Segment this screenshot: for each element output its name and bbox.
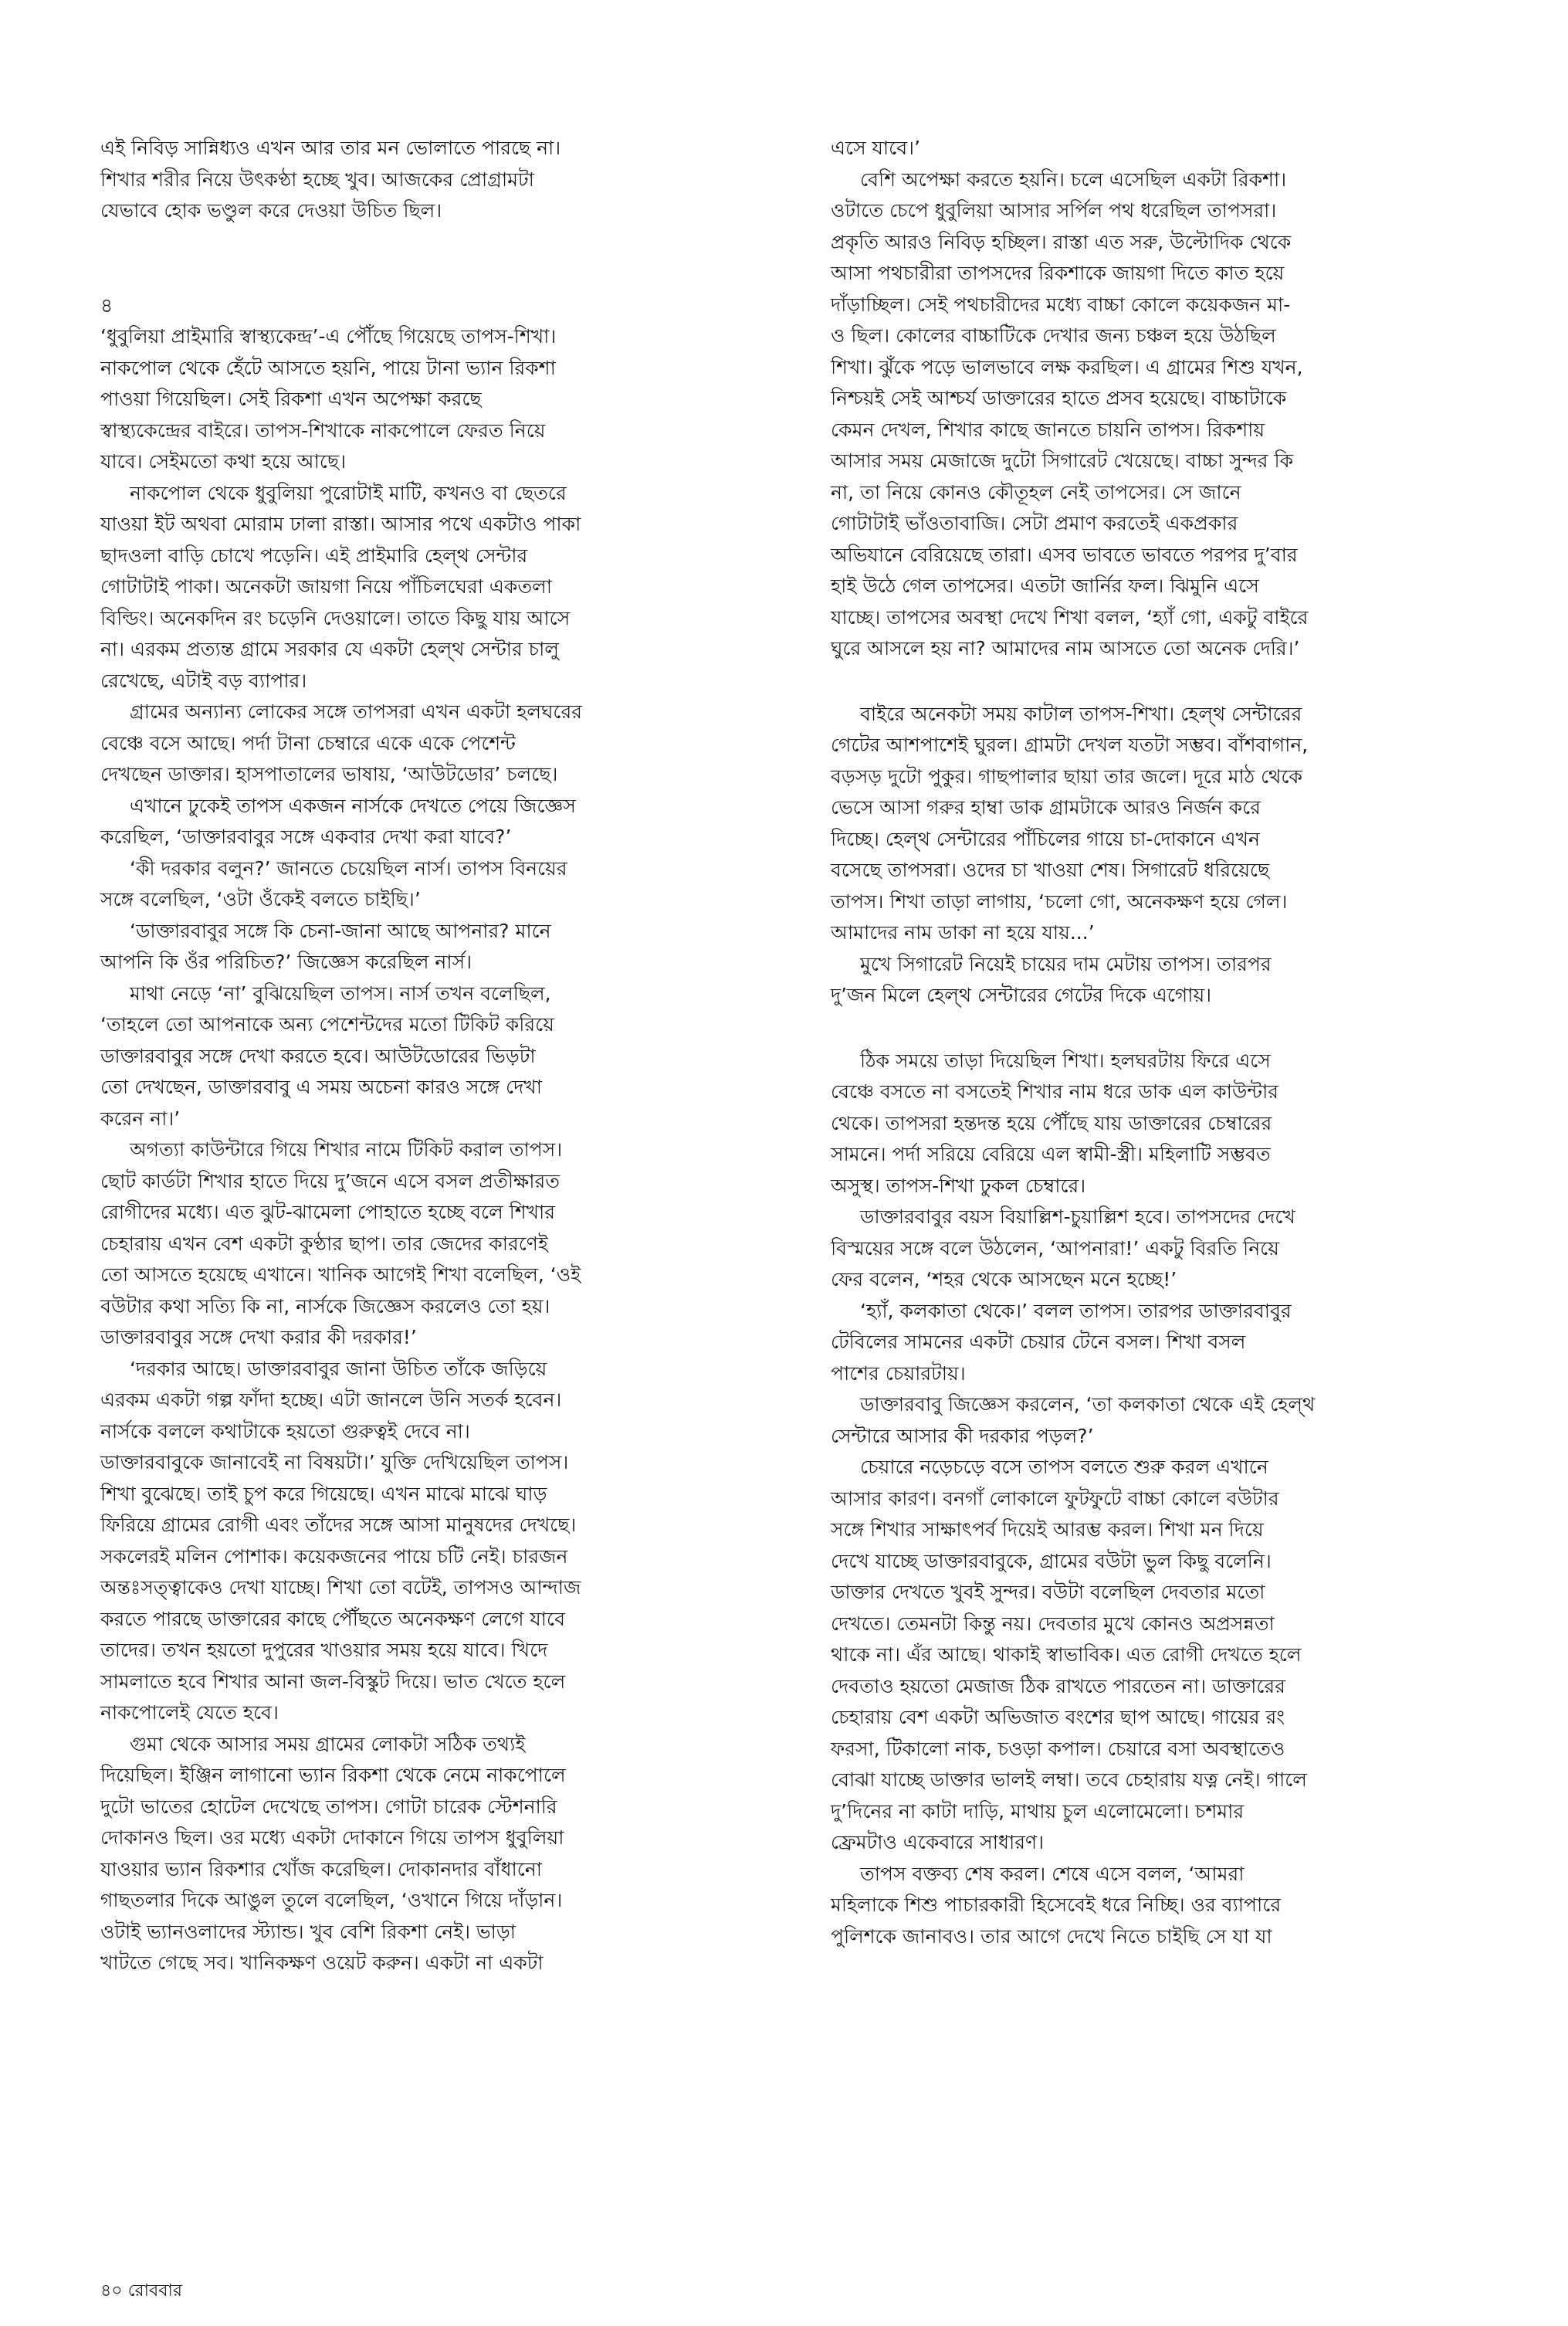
paragraph: ‘ধুবুলিয়া প্রাইমারি স্বাস্থ্যকেন্দ্র’-এ পৌঁছে গিয়েছে তাপস-শিখা। নাকপোল থেকে হেঁটে আসতে হয়নি, পায়ে টানা ভ্যান রিকশা পাওয়া গিয়েছিল। সেই রিকশা এখন অপেক্ষা করছে স্বাস্থ্যকেন্দ্রের বাইরে। তাপস-শিখাকে নাকপোলে ফেরত নিয়ে যাবে। সেইমতো কথা হয়ে আছে। — [100, 325, 557, 473]
section-number: ৪ — [100, 293, 113, 317]
paragraph: নাকপোল থেকে ধুবুলিয়া পুরোটাই মাটি, কখনও বা ছেতরে যাওয়া ইট অথবা মোরাম ঢালা রাস্তা। আসার পথে একটাও পাকা ছাদওলা বাড়ি চোখে পড়েনি। এই প্রাইমারি হেল্থ সেন্টার গোটাটাই পাকা। অনেকটা জায়গা নিয়ে পাঁচিলঘেরা একতলা বিল্ডিং। অনেকদিন রং চড়েনি দেওয়ালে। তাতে কিছু যায় আসে না। এরকম প্রত্যন্ত গ্রামে সরকার যে একটা হেল্থ সেন্টার চালু রেখেছে, এটাই বড় ব্যাপার। — [100, 481, 581, 692]
paragraph: গুমা থেকে আসার সময় গ্রামের লোকটা সঠিক তথ্যই দিয়েছিল। ইঞ্জিন লাগানো ভ্যান রিকশা থেকে নেমে নাকপোলে দুটো ভাতের হোটেল দেখেছে তাপস। গোটা চারেক স্টেশনারি দোকানও ছিল। ওর মধ্যে একটা দোকানে গিয়ে তাপস ধুবুলিয়া যাওয়ার ভ্যান রিকশার খোঁজ করেছিল। দোকানদার বাঁধানো গাছতলার দিকে আঙুল তুলে বলেছিল, ‘ওখানে গিয়ে দাঁড়ান। ওটাই ভ্যানওলাদের স্ট্যান্ড। খুব বেশি রিকশা নেই। ভাড়া খাটতে গেছে সব। খানিকক্ষণ ওয়েট করুন। একটা না একটা — [100, 1732, 566, 1974]
paragraph: ‘দরকার আছে। ডাক্তারবাবুর জানা উচিত তাঁকে জড়িয়ে এরকম একটা গল্প ফাঁদা হচ্ছে। এটা জানলে উনি সতর্ক হবেন। নার্সকে বললে কথাটাকে হয়তো গুরুত্বই দেবে না। ডাক্তারবাবুকে জানাবেই না বিষয়টা।’ যুক্তি দেখিয়েছিল তাপস। শিখা বুঝেছে। তাই চুপ করে গিয়েছে। এখন মাঝে মাঝে ঘাড় ফিরিয়ে গ্রামের রোগী এবং তাঁদের সঙ্গে আসা মানুষদের দেখছে। সকলেরই মলিন পোশাক। কয়েকজনের পায়ে চটি নেই। চারজন অন্তঃসত্ত্বাকেও দেখা যাচ্ছে। শিখা তো বটেই, তাপসও আন্দাজ করতে পারছে ডাক্তারের কাছে পৌঁছতে অনেকক্ষণ লেগে যাবে তাদের। তখন হয়তো দুপুরের খাওয়ার সময় হয়ে যাবে। খিদে সামলাতে হবে শিখার আনা জল-বিস্কুট দিয়ে। ভাত খেতে হলে নাকপোলেই যেতে হবে। — [100, 1357, 581, 1724]
section-gap — [831, 665, 1518, 699]
paragraph: এখানে ঢুকেই তাপস একজন নার্সকে দেখতে পেয়ে জিজ্ঞেস করেছিল, ‘ডাক্তারবাবুর সঙ্গে একবার দেখা করা যাবে?’ — [100, 794, 576, 848]
paragraph: তাপস বক্তব্য শেষ করল। শেষে এসে বলল, ‘আমরা মহিলাকে শিশু পাচারকারী হিসেবেই ধরে নিচ্ছি। ওর ব্যাপারে পুলিশকে জানাবও। তার আগে দেখে নিতে চাইছি সে যা যা — [831, 1862, 1282, 1948]
paragraph: ‘কী দরকার বলুন?’ জানতে চেয়েছিল নার্স। তাপস বিনয়ের সঙ্গে বলেছিল, ‘ওটা ওঁকেই বলতে চাইছি।’ — [100, 856, 567, 910]
paragraph: এসে যাবে।’ — [831, 137, 921, 159]
paragraph: ডাক্তারবাবুর বয়স বিয়াল্লিশ-চুয়াল্লিশ হবে। তাপসদের দেখে বিস্ময়ের সঙ্গে বলে উঠলেন, ‘আপনারা!’ একটু বিরতি নিয়ে ফের বলেন, ‘শহর থেকে আসছেন মনে হচ্ছে!’ — [831, 1205, 1295, 1290]
left-column — [100, 133, 787, 1979]
paragraph: অগত্যা কাউন্টারে গিয়ে শিখার নামে টিকিট করাল তাপস। ছোট কার্ডটা শিখার হাতে দিয়ে দু’জনে এসে বসল প্রতীক্ষারত রোগীদের মধ্যে। এত ঝুট-ঝামেলা পোহাতে হচ্ছে বলে শিখার চেহারায় এখন বেশ একটা কুণ্ঠার ছাপ। তার জেদের কারণেই তো আসতে হয়েছে এখানে। খানিক আগেই শিখা বলেছিল, ‘ওই বউটার কথা সত্যি কি না, নার্সকে জিজ্ঞেস করলেও তো হয়। ডাক্তারবাবুর সঙ্গে দেখা করার কী দরকার!’ — [100, 1138, 581, 1348]
paragraph: ঠিক সময়ে তাড়া দিয়েছিল শিখা। হলঘরটায় ফিরে এসে বেঞ্চে বসতে না বসতেই শিখার নাম ধরে ডাক এল কাউন্টার থেকে। তাপসরা হন্তদন্ত হয়ে পৌঁছে যায় ডাক্তারের চেম্বারের সামনে। পর্দা সরিয়ে বেরিয়ে এল স্বামী-স্ত্রী। মহিলাটি সম্ভবত অসুস্থ। তাপস-শিখা ঢুকল চেম্বারে। — [831, 1049, 1279, 1197]
paragraph: বেশি অপেক্ষা করতে হয়নি। চলে এসেছিল একটা রিকশা। ওটাতে চেপে ধুবুলিয়া আসার সর্পিল পথ ধরেছিল তাপসরা। প্রকৃতি আরও নিবিড় হচ্ছিল। রাস্তা এত সরু, উল্টোদিক থেকে আসা পথচারীরা তাপসদের রিকশাকে জায়গা দিতে কাত হয়ে দাঁড়াচ্ছিল। সেই পথচারীদের মধ্যে বাচ্চা কোলে কয়েকজন মা- ও ছিল। কোলের বাচ্চাটিকে দেখার জন্য চঞ্চল হয়ে উঠছিল শিখা। ঝুঁকে পড়ে ভালভাবে লক্ষ করছিল। এ গ্রামের শিশু যখন, নিশ্চয়ই সেই আশ্চর্য ডাক্তারের হাতে প্রসব হয়েছে। বাচ্চাটাকে কেমন দেখল, শিখার কাছে জানতে চায়নি তাপস। রিকশায় আসার সময় মেজাজে দুটো সিগারেট খেয়েছে। বাচ্চা সুন্দর কি না, তা নিয়ে কোনও কৌতূহল নেই তাপসের। সে জানে গোটাটাই ভাঁওতাবাজি। সেটা প্রমাণ করতেই একপ্রকার অভিযানে বেরিয়েছে তারা। এসব ভাবতে ভাবতে পরপর দু’বার হাই উঠে গেল তাপসের। এতটা জার্নির ফল। ঝিমুনি এসে যাচ্ছে। তাপসের অবস্থা দেখে শিখা বলল, ‘হ্যাঁ গো, একটু বাইরে ঘুরে আসলে হয় না? আমাদের নাম আসতে তো অনেক দেরি।’ — [831, 168, 1309, 659]
paragraph: ‘হ্যাঁ, কলকাতা থেকে।’ বলল তাপস। তারপর ডাক্তারবাবুর টেবিলের সামনের একটা চেয়ার টেনে বসল। শিখা বসল পাশের চেয়ারটায়। — [831, 1299, 1292, 1385]
paragraph: বাইরে অনেকটা সময় কাটাল তাপস-শিখা। হেল্থ সেন্টারের গেটের আশপাশেই ঘুরল। গ্রামটা দেখল যতটা সম্ভব। বাঁশবাগান, বড়সড় দুটো পুকুর। গাছপালার ছায়া তার জলে। দূরে মাঠ থেকে ভেসে আসা গরুর হাম্বা ডাক গ্রামটাকে আরও নির্জন করে দিচ্ছে। হেল্থ সেন্টারের পাঁচিলের গায়ে চা-দোকানে এখন বসেছে তাপসরা। ওদের চা খাওয়া শেষ। সিগারেট ধরিয়েছে তাপস। শিখা তাড়া লাগায়, ‘চলো গো, অনেকক্ষণ হয়ে গেল। আমাদের নাম ডাকা না হয়ে যায়...’ — [831, 702, 1309, 944]
paragraph: চেয়ারে নড়েচড়ে বসে তাপস বলতে শুরু করল এখানে আসার কারণ। বনগাঁ লোকালে ফুটফুটে বাচ্চা কোলে বউটার সঙ্গে শিখার সাক্ষাৎপর্ব দিয়েই আরম্ভ করল। শিখা মন দিয়ে দেখে যাচ্ছে ডাক্তারবাবুকে, গ্রামের বউটা ভুল কিছু বলেনি। ডাক্তার দেখতে খুবই সুন্দর। বউটা বলেছিল দেবতার মতো দেখতে। তেমনটা কিন্তু নয়। দেবতার মুখে কোনও অপ্রসন্নতা থাকে না। এঁর আছে। থাকাই স্বাভাবিক। এত রোগী দেখতে হলে দেবতাও হয়তো মেজাজ ঠিক রাখতে পারতেন না। ডাক্তারের চেহারায় বেশ একটা অভিজাত বংশের ছাপ আছে। গায়ের রং ফরসা, টিকালো নাক, চওড়া কপাল। চেয়ারে বসা অবস্থাতেও বোঝা যাচ্ছে ডাক্তার ভালই লম্বা। তবে চেহারায় যত্ন নেই। গালে দু’দিনের না কাটা দাড়ি, মাথায় চুল এলোমেলো। চশমার ফ্রেমটাও একেবারে সাধারণ। — [831, 1456, 1307, 1853]
paragraph: মুখে সিগারেট নিয়েই চায়ের দাম মেটায় তাপস। তারপর দু’জন মিলে হেল্থ সেন্টারের গেটের দিকে এগোয়। — [831, 952, 1272, 1006]
paragraph: গ্রামের অন্যান্য লোকের সঙ্গে তাপসরা এখন একটা হলঘরের বেঞ্চে বসে আছে। পর্দা টানা চেম্বারে একে একে পেশেন্ট দেখছেন ডাক্তার। হাসপাতালের ভাষায়, ‘আউটডোর’ চলছে। — [100, 700, 582, 785]
paragraph: ডাক্তারবাবু জিজ্ঞেস করলেন, ‘তা কলকাতা থেকে এই হেল্থ সেন্টারে আসার কী দরকার পড়ল?’ — [831, 1393, 1316, 1447]
page-folio: ৪০ রোববার — [100, 2281, 182, 2301]
paragraph: ‘ডাক্তারবাবুর সঙ্গে কি চেনা-জানা আছে আপনার? মানে আপনি কি ওঁর পরিচিত?’ জিজ্ঞেস করেছিল নার্স। — [100, 919, 551, 973]
section-gap — [100, 227, 787, 290]
section-gap — [831, 1012, 1518, 1046]
right-column — [831, 133, 1518, 1952]
intro-paragraph: এই নিবিড় সান্নিধ্যও এখন আর তার মন ভোলাতে পারছে না। শিখার শরীর নিয়ে উৎকণ্ঠা হচ্ছে খুব। আজকের প্রোগ্রামটা যেভাবে হোক ভণ্ডুল করে দেওয়া উচিত ছিল। — [100, 137, 561, 222]
paragraph: মাথা নেড়ে ‘না’ বুঝিয়েছিল তাপস। নার্স তখন বলেছিল, ‘তাহলে তো আপনাকে অন্য পেশেন্টদের মতো টিকিট করিয়ে ডাক্তারবাবুর সঙ্গে দেখা করতে হবে। আউটডোরের ভিড়টা তো দেখছেন, ডাক্তারবাবু এ সময় অচেনা কারও সঙ্গে দেখা করেন না।’ — [100, 982, 554, 1130]
